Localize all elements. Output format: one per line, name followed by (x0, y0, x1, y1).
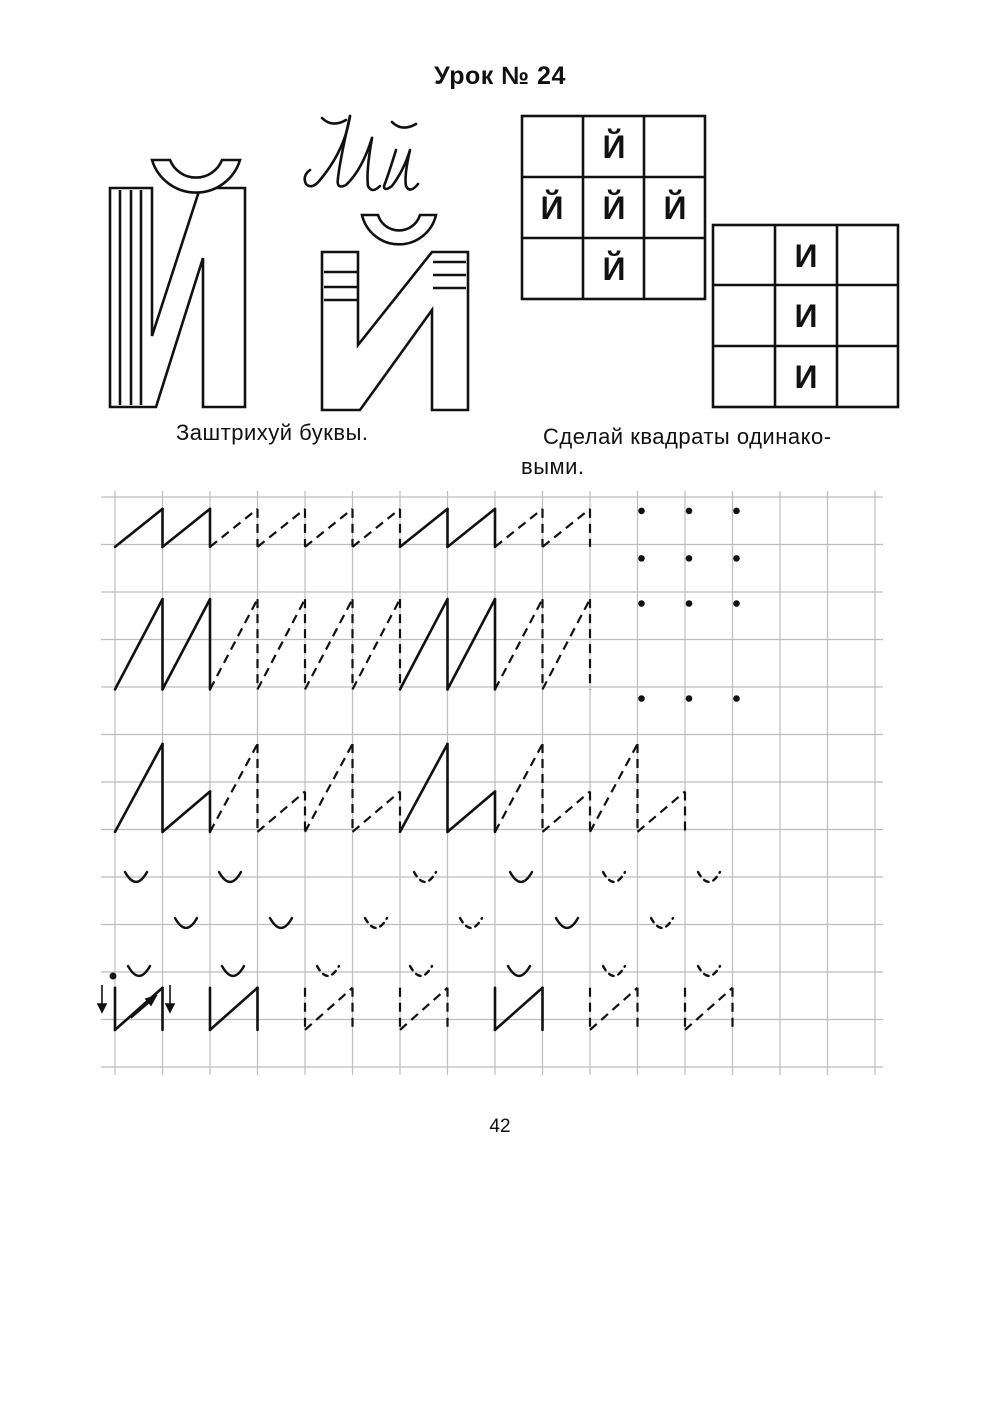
zigzag-short-dashed (495, 509, 543, 547)
instruction-line-1: Сделай квадраты одинако- (543, 424, 832, 449)
cell-right-1-1: И (794, 298, 818, 334)
zigzag-short-dashed (353, 509, 401, 547)
page-number: 42 (489, 1116, 511, 1137)
breve-solid (508, 966, 530, 976)
zigzag-short-dashed (543, 509, 591, 547)
cell-right-2-1: И (794, 359, 818, 395)
zigzag-mixed-line (258, 792, 306, 832)
zigzag-mixed-line (115, 744, 163, 832)
trace-dot (733, 508, 740, 515)
zigzag-short-solid (163, 509, 211, 547)
trace-dot (686, 555, 693, 562)
breve-dashed (317, 966, 339, 976)
slanted-tall-line (210, 599, 258, 689)
zigzag-mixed-line (353, 792, 401, 832)
cell-left-1-0: Й (540, 190, 564, 226)
letter-iy-solid (495, 988, 543, 1030)
letter-iy-solid (115, 988, 163, 1030)
trace-dot (638, 555, 645, 562)
slanted-tall-line (163, 599, 211, 689)
breve-dashed (603, 966, 625, 976)
trace-dot (733, 695, 740, 702)
letter-iy-dashed (590, 988, 638, 1030)
breve-solid (222, 966, 244, 976)
cell-left-0-1: Й (602, 129, 626, 165)
letter-iy-dashed (305, 988, 353, 1030)
zigzag-mixed-line (590, 744, 638, 832)
breve-solid (128, 966, 150, 976)
zigzag-mixed-line (448, 792, 496, 832)
trace-dot (638, 508, 645, 515)
zigzag-mixed-line (305, 744, 353, 832)
slanted-tall-line (115, 599, 163, 689)
slanted-tall-line (448, 599, 496, 689)
slanted-tall-line (495, 599, 543, 689)
slanted-tall-line (305, 599, 353, 689)
cell-left-1-1: Й (602, 190, 626, 226)
zigzag-mixed-line (163, 792, 211, 832)
zigzag-short-dashed (258, 509, 306, 547)
block-letter-lower-iy (322, 215, 468, 410)
zigzag-short-solid (448, 509, 496, 547)
cell-right-0-1: И (794, 238, 818, 274)
slanted-tall-line (400, 599, 448, 689)
zigzag-mixed-line (400, 744, 448, 832)
letter-iy-solid (210, 988, 258, 1030)
letter-iy-dashed (685, 988, 733, 1030)
zigzag-mixed-line (543, 792, 591, 832)
zigzag-mixed-line (210, 744, 258, 832)
block-letter-upper-iy (110, 160, 245, 407)
trace-dots (110, 508, 740, 980)
zigzag-mixed-line (638, 792, 686, 832)
breve-dashed (651, 918, 673, 928)
trace-dot (686, 508, 693, 515)
trace-dot (638, 600, 645, 607)
breve-solid (556, 918, 578, 928)
trace-dot (733, 600, 740, 607)
breve-dashed (410, 966, 432, 976)
cell-left-2-1: Й (602, 251, 626, 287)
zigzag-mixed-line (495, 744, 543, 832)
breve-dashed (460, 918, 482, 928)
zigzag-short-dashed (305, 509, 353, 547)
instruction-make-squares-same (521, 422, 903, 482)
trace-dot (638, 695, 645, 702)
trace-dot (686, 695, 693, 702)
breve-dashed (698, 966, 720, 976)
start-dot (110, 973, 117, 980)
instruction-line-2: выми. (521, 454, 585, 479)
square-grid-right-letters (795, 238, 818, 395)
square-grid-left-letters (541, 129, 687, 287)
letter-iy-dashed (400, 988, 448, 1030)
slanted-tall-line (258, 599, 306, 689)
trace-solid-strokes (115, 509, 543, 1030)
zigzag-short-dashed (210, 509, 258, 547)
breve-dashed (365, 918, 387, 928)
lesson-title: Урок № 24 (434, 62, 566, 90)
zigzag-short-solid (400, 509, 448, 547)
cell-left-1-2: Й (663, 190, 687, 226)
slanted-tall-line (353, 599, 401, 689)
trace-dashed-strokes (210, 509, 733, 1030)
trace-dot (733, 555, 740, 562)
slanted-tall-line (543, 599, 591, 689)
breve-solid (270, 918, 292, 928)
zigzag-short-solid (115, 509, 163, 547)
trace-dot (686, 600, 693, 607)
breve-solid (175, 918, 197, 928)
script-letters-iy (305, 116, 418, 190)
exercise-grid (101, 491, 883, 1075)
instruction-shade-letters: Заштрихуй буквы. (176, 420, 369, 445)
